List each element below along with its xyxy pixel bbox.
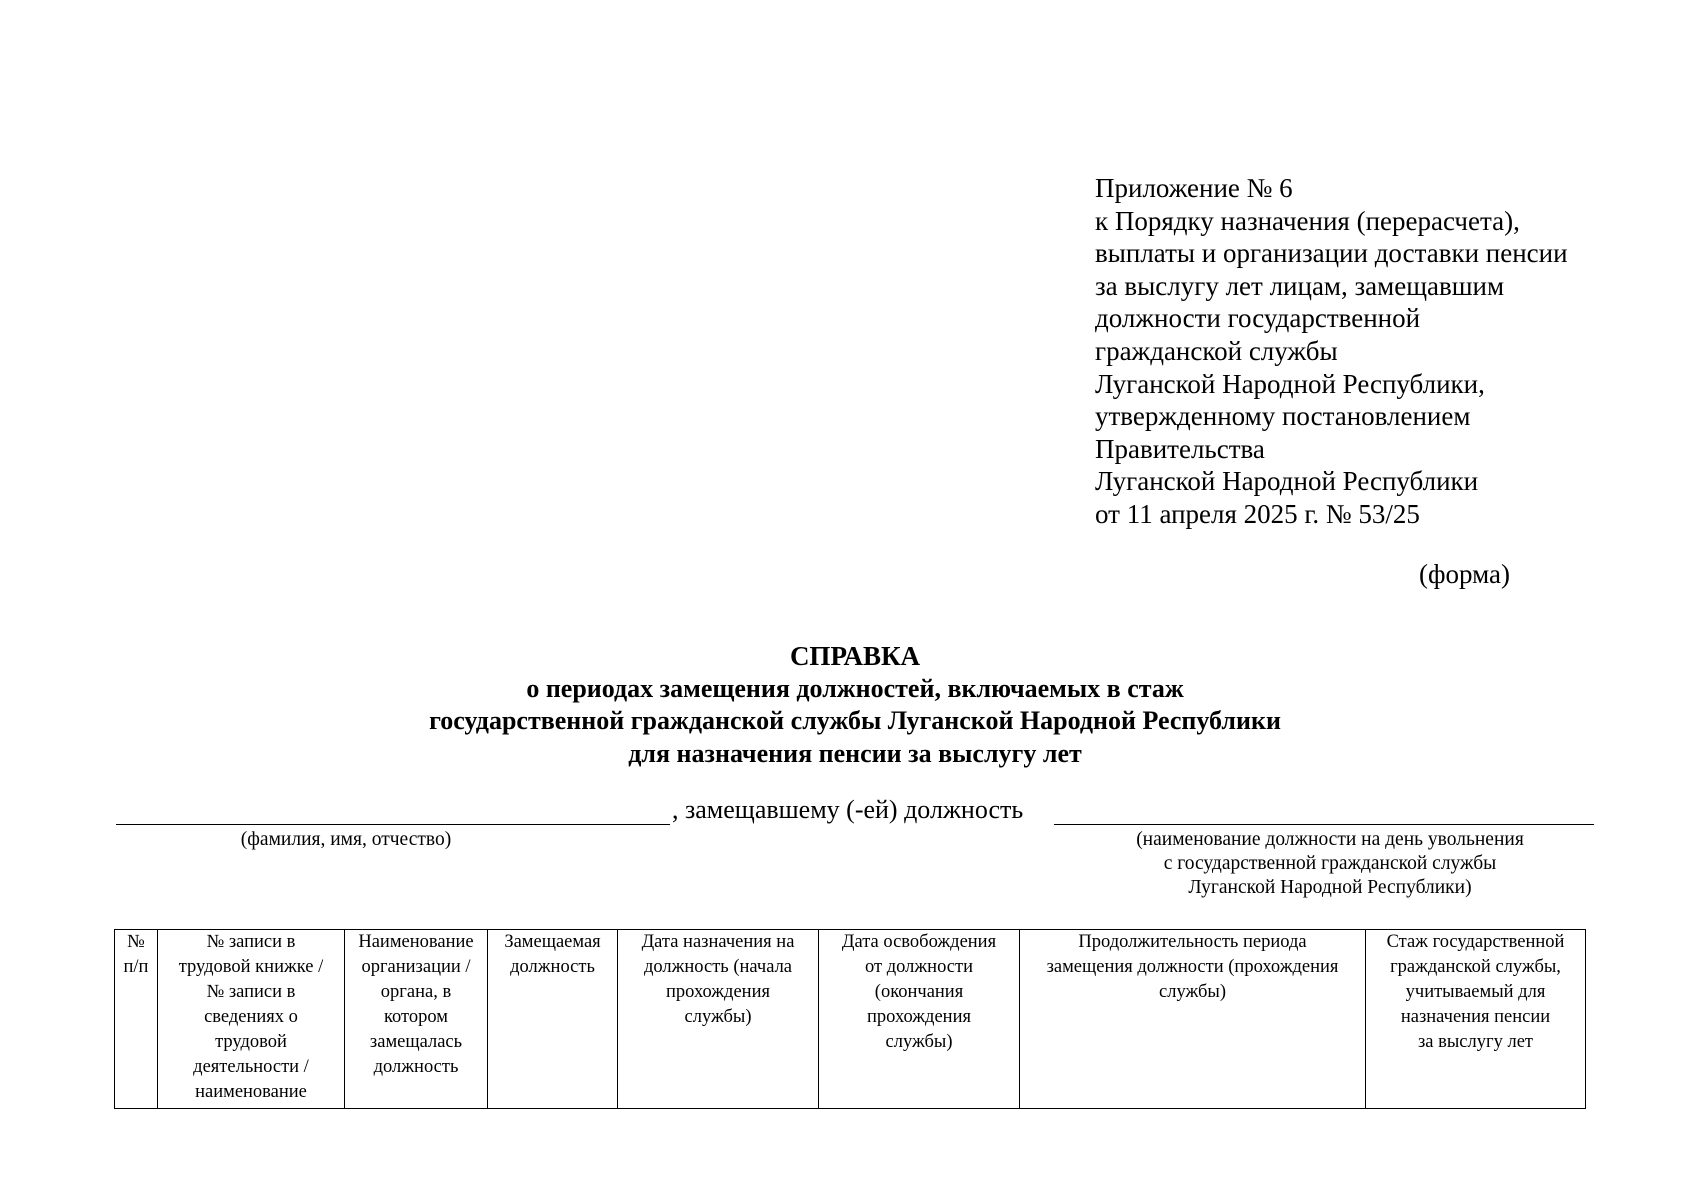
appendix-line: к Порядку назначения (перерасчета), <box>1095 205 1520 236</box>
appendix-block <box>1095 172 1655 531</box>
header-record-number: № записи в трудовой книжке / № записи в сведениях о трудовой деятельности / наименование <box>158 930 345 1109</box>
appendix-line: от 11 апреля 2025 г. № 53/25 <box>1095 498 1420 529</box>
position-blank-line <box>1054 824 1594 825</box>
fio-blank-line <box>116 824 670 825</box>
appendix-line: утвержденному постановлением <box>1095 401 1471 432</box>
service-periods-table <box>114 929 1586 1109</box>
appendix-line: Правительства <box>1095 433 1265 464</box>
fio-hint: (фамилия, имя, отчество) <box>240 829 452 850</box>
header-duration: Продолжительность периода замещения должности (прохождения службы) <box>1020 930 1366 1109</box>
title-line: государственной гражданской службы Луганской Народной Республики <box>429 706 1281 735</box>
appendix-line: Луганской Народной Республики, <box>1095 368 1485 399</box>
header-start-date: Дата назначения на должность (начала прохождения службы) <box>618 930 819 1109</box>
header-organization: Наименование организации / органа, в котором замещалась должность <box>345 930 488 1109</box>
name-position-line <box>116 794 1596 828</box>
appendix-line: Луганской Народной Республики <box>1095 466 1479 497</box>
appendix-line: Приложение № 6 <box>1095 173 1293 203</box>
form-label: (форма) <box>1419 559 1510 589</box>
table-header-row <box>115 930 1586 1109</box>
position-hint <box>1070 828 1590 900</box>
title-line: для назначения пенсии за выслугу лет <box>628 738 1082 768</box>
title-line: о периодах замещения должностей, включаемых в стаж <box>526 673 1184 703</box>
title-main: СПРАВКА <box>789 641 921 671</box>
header-service-length: Стаж государственной гражданской службы, учитываемый для назначения пенсии за выслугу лет <box>1366 930 1586 1109</box>
appendix-line: выплаты и организации доставки пенсии <box>1095 238 1568 269</box>
appendix-line: должности государственной <box>1095 303 1421 334</box>
header-position: Замещаемая должность <box>488 930 618 1109</box>
header-end-date: Дата освобождения от должности (окончания прохождения службы) <box>819 930 1020 1109</box>
document-title <box>0 640 1697 770</box>
appendix-line: за выслугу лет лицам, замещавшим <box>1095 270 1505 301</box>
position-hint-line: Луганской Народной Республики) <box>1188 877 1472 898</box>
position-hint-line: (наименование должности на день увольнения <box>1136 829 1524 850</box>
appendix-line: гражданской службы <box>1095 335 1338 366</box>
position-connector-text: , замещавшему (-ей) должность <box>672 795 1024 824</box>
position-hint-line: с государственной гражданской службы <box>1163 853 1497 874</box>
header-row-number: № п/п <box>115 930 158 1109</box>
